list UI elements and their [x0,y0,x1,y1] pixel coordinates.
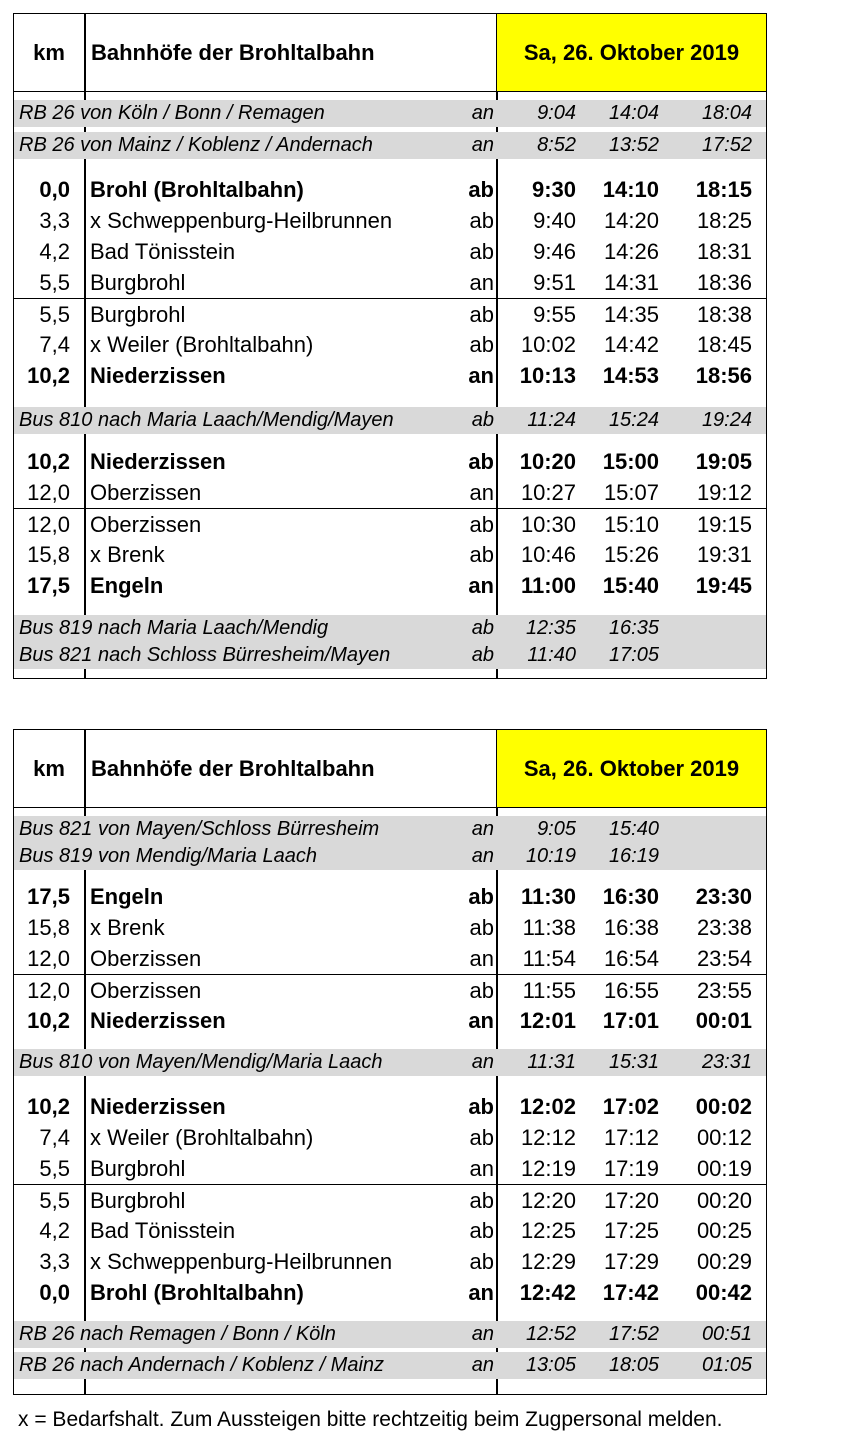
time-cell-1: 9:04 [537,102,576,124]
table-row [14,1153,766,1184]
time-cell-2: 18:05 [608,1354,659,1376]
direction-cell: an [471,1354,494,1376]
time-cell-2: 15:26 [603,542,659,567]
time-cell-1: 9:05 [537,818,576,840]
direction-cell: an [468,363,494,388]
time-cell-1: 12:25 [520,1218,576,1243]
time-cell-1: 11:31 [527,1051,576,1073]
footnote: x = Bedarfshalt. Zum Aussteigen bitte rechtzeitig beim Zugpersonal melden. [18,1408,723,1431]
direction-cell: ab [469,915,494,940]
station-cell: Bus 810 von Mayen/Mendig/Maria Laach [19,1051,383,1073]
station-cell: Brohl (Brohltalbahn) [90,177,304,202]
km-cell: 4,2 [39,239,70,264]
station-cell: Burgbrohl [90,1156,186,1181]
station-cell: Bad Tönisstein [90,239,236,264]
time-cell-3: 23:55 [696,978,752,1003]
time-cell-3: 00:51 [701,1323,752,1345]
km-cell: 5,5 [39,270,70,295]
time-cell-3: 00:02 [695,1094,752,1119]
direction-cell: ab [468,884,494,909]
direction-cell: ab [469,239,494,264]
time-cell-2: 16:30 [602,884,659,909]
time-cell-3: 19:24 [701,409,752,431]
time-cell-1: 10:02 [520,332,576,357]
station-cell: Niederzissen [90,1094,226,1119]
station-cell: x Brenk [90,915,165,940]
station-cell: RB 26 von Köln / Bonn / Remagen [19,102,325,124]
time-cell-1: 9:46 [533,239,576,264]
direction-cell: ab [471,617,494,639]
km-cell: 4,2 [39,1218,70,1243]
km-cell: 3,3 [39,208,70,233]
direction-cell: ab [471,409,494,431]
time-cell-2: 14:04 [608,102,659,124]
km-cell: 12,0 [27,946,70,971]
station-cell: Burgbrohl [90,1188,186,1213]
time-cell-2: 17:29 [603,1249,659,1274]
table-row [14,508,766,540]
header-km: km [33,40,65,65]
time-cell-1: 10:20 [519,449,576,474]
time-cell-1: 10:30 [520,512,576,537]
direction-cell: ab [471,644,494,666]
table-row [14,1091,766,1122]
direction-cell: an [468,1280,494,1305]
station-cell: x Weiler (Brohltalbahn) [90,1125,314,1150]
table-row [14,1215,766,1246]
km-cell: 5,5 [39,1188,70,1213]
time-cell-3: 18:38 [696,302,752,327]
time-cell-2: 14:31 [603,270,659,295]
time-cell-1: 12:35 [525,617,576,639]
table-row [14,912,766,943]
time-cell-3: 00:42 [695,1280,752,1305]
time-cell-1: 12:20 [520,1188,576,1213]
direction-cell: ab [468,1094,494,1119]
table-row [14,1122,766,1153]
table-row [14,360,766,391]
km-cell: 3,3 [39,1249,70,1274]
direction-cell: an [469,270,494,295]
time-cell-2: 14:42 [603,332,659,357]
time-cell-3: 00:29 [696,1249,752,1274]
direction-cell: ab [469,1188,494,1213]
station-cell: RB 26 nach Andernach / Koblenz / Mainz [19,1354,385,1376]
time-cell-3: 18:25 [696,208,752,233]
connection-row [14,615,766,642]
connection-row [14,843,766,870]
time-cell-2: 15:10 [603,512,659,537]
time-cell-2: 15:24 [608,409,659,431]
table-row [14,267,766,298]
km-cell: 17,5 [27,884,70,909]
km-cell: 10,2 [27,1008,70,1033]
time-cell-1: 9:40 [533,208,576,233]
direction-cell: an [469,1156,494,1181]
time-cell-3: 23:54 [696,946,752,971]
header-stations: Bahnhöfe der Brohltalbahn [91,40,375,65]
time-cell-2: 17:02 [602,1094,659,1119]
station-cell: x Schweppenburg-Heilbrunnen [90,208,393,233]
connection-row [14,407,766,434]
header-stations: Bahnhöfe der Brohltalbahn [91,756,375,781]
time-cell-1: 11:55 [522,978,576,1003]
time-cell-2: 15:31 [608,1051,659,1073]
direction-cell: an [471,102,494,124]
time-cell-2: 14:35 [603,302,659,327]
station-cell: Bus 819 von Mendig/Maria Laach [19,845,317,867]
direction-cell: an [468,573,494,598]
table-header [14,730,766,808]
header-date: Sa, 26. Oktober 2019 [497,730,766,807]
connection-row [14,1049,766,1076]
header-km: km [33,756,65,781]
km-cell: 12,0 [27,480,70,505]
time-cell-3: 00:01 [695,1008,752,1033]
time-cell-1: 10:46 [520,542,576,567]
station-cell: Bus 819 nach Maria Laach/Mendig [19,617,329,639]
km-cell: 15,8 [27,542,70,567]
time-cell-3: 23:30 [695,884,752,909]
time-cell-2: 17:05 [608,644,659,666]
time-cell-2: 15:40 [602,573,659,598]
direction-cell: ab [469,208,494,233]
time-cell-3: 00:19 [696,1156,752,1181]
direction-cell: ab [469,302,494,327]
header-date: Sa, 26. Oktober 2019 [497,14,766,91]
time-cell-1: 9:55 [533,302,576,327]
time-cell-2: 16:55 [603,978,659,1003]
time-cell-2: 16:54 [603,946,659,971]
direction-cell: an [471,134,494,156]
time-cell-2: 17:19 [603,1156,659,1181]
direction-cell: ab [469,1125,494,1150]
time-cell-2: 17:12 [603,1125,659,1150]
station-cell: x Weiler (Brohltalbahn) [90,332,314,357]
km-cell: 7,4 [39,1125,70,1150]
table-header [14,14,766,92]
station-cell: Niederzissen [90,449,226,474]
time-cell-2: 16:19 [608,845,659,867]
time-cell-2: 15:00 [602,449,659,474]
station-cell: RB 26 nach Remagen / Bonn / Köln [19,1323,336,1345]
time-cell-3: 19:15 [696,512,752,537]
time-cell-2: 17:20 [603,1188,659,1213]
time-cell-2: 16:35 [608,617,659,639]
time-cell-3: 19:45 [695,573,752,598]
station-cell: Oberzissen [90,480,202,505]
station-cell: x Schweppenburg-Heilbrunnen [90,1249,393,1274]
time-cell-1: 10:19 [525,845,576,867]
direction-cell: an [471,818,494,840]
direction-cell: an [471,1323,494,1345]
time-cell-3: 18:36 [696,270,752,295]
time-cell-2: 13:52 [608,134,659,156]
direction-cell: an [469,480,494,505]
km-cell: 15,8 [27,915,70,940]
time-cell-3: 00:20 [696,1188,752,1213]
time-cell-1: 13:05 [525,1354,576,1376]
time-cell-1: 8:52 [537,134,576,156]
time-cell-3: 18:31 [696,239,752,264]
time-cell-1: 10:27 [520,480,576,505]
direction-cell: an [468,1008,494,1033]
table-row [14,570,766,601]
station-cell: Engeln [90,884,164,909]
station-cell: Oberzissen [90,978,202,1003]
table-row [14,943,766,974]
station-cell: Brohl (Brohltalbahn) [90,1280,304,1305]
time-cell-3: 00:12 [696,1125,752,1150]
time-cell-1: 11:30 [520,884,576,909]
station-cell: Engeln [90,573,164,598]
connection-row [14,642,766,669]
station-cell: Oberzissen [90,946,202,971]
direction-cell: ab [469,332,494,357]
direction-cell: an [469,946,494,971]
direction-cell: ab [468,449,494,474]
table-row [14,1246,766,1277]
direction-cell: ab [469,512,494,537]
time-cell-2: 14:20 [603,208,659,233]
station-cell: Oberzissen [90,512,202,537]
direction-cell: an [471,845,494,867]
connection-row [14,132,766,159]
time-cell-3: 19:31 [696,542,752,567]
time-cell-2: 17:01 [602,1008,659,1033]
time-cell-3: 18:04 [701,102,752,124]
table-row [14,1005,766,1036]
table-row [14,1277,766,1308]
km-cell: 0,0 [39,1280,70,1305]
table-row [14,329,766,360]
km-cell: 5,5 [39,1156,70,1181]
time-cell-1: 11:24 [527,409,576,431]
km-cell: 12,0 [27,512,70,537]
time-cell-1: 12:01 [519,1008,576,1033]
time-cell-3: 19:12 [696,480,752,505]
table-row [14,236,766,267]
station-cell: Bad Tönisstein [90,1218,236,1243]
table-row [14,974,766,1006]
time-cell-1: 11:00 [520,573,576,598]
direction-cell: ab [469,1249,494,1274]
connection-row [14,1321,766,1348]
time-cell-2: 17:52 [608,1323,659,1345]
time-cell-2: 15:40 [608,818,659,840]
table-row [14,477,766,508]
time-cell-2: 15:07 [603,480,659,505]
time-cell-1: 12:29 [520,1249,576,1274]
connection-row [14,100,766,127]
station-cell: Bus 821 nach Schloss Bürresheim/Mayen [19,644,391,666]
time-cell-3: 19:05 [695,449,752,474]
time-cell-1: 9:51 [533,270,576,295]
time-cell-1: 10:13 [519,363,576,388]
station-cell: Burgbrohl [90,302,186,327]
table-row [14,1184,766,1216]
time-cell-1: 12:19 [520,1156,576,1181]
connection-row [14,1352,766,1379]
direction-cell: ab [469,542,494,567]
time-cell-2: 17:25 [603,1218,659,1243]
time-cell-3: 18:45 [696,332,752,357]
time-cell-1: 12:52 [525,1323,576,1345]
km-cell: 7,4 [39,332,70,357]
time-cell-3: 23:38 [696,915,752,940]
direction-cell: an [471,1051,494,1073]
table-row [14,446,766,477]
timetable-outbound [13,13,767,679]
time-cell-3: 17:52 [701,134,752,156]
km-cell: 0,0 [39,177,70,202]
table-row [14,174,766,205]
km-cell: 12,0 [27,978,70,1003]
table-row [14,205,766,236]
time-cell-2: 14:53 [602,363,659,388]
table-row [14,881,766,912]
station-cell: RB 26 von Mainz / Koblenz / Andernach [19,134,373,156]
table-row [14,539,766,570]
direction-cell: ab [468,177,494,202]
direction-cell: ab [469,1218,494,1243]
station-cell: Niederzissen [90,1008,226,1033]
time-cell-3: 18:56 [695,363,752,388]
time-cell-3: 23:31 [701,1051,752,1073]
table-row [14,298,766,330]
station-cell: Niederzissen [90,363,226,388]
km-cell: 10,2 [27,1094,70,1119]
time-cell-1: 12:02 [519,1094,576,1119]
station-cell: x Brenk [90,542,165,567]
km-cell: 17,5 [27,573,70,598]
time-cell-2: 14:26 [603,239,659,264]
time-cell-2: 16:38 [603,915,659,940]
time-cell-2: 14:10 [602,177,659,202]
time-cell-3: 00:25 [696,1218,752,1243]
time-cell-3: 18:15 [695,177,752,202]
time-cell-3: 01:05 [701,1354,752,1376]
time-cell-1: 11:40 [527,644,576,666]
station-cell: Bus 821 von Mayen/Schloss Bürresheim [19,818,380,840]
connection-row [14,816,766,843]
time-cell-2: 17:42 [602,1280,659,1305]
time-cell-1: 9:30 [531,177,576,202]
km-cell: 5,5 [39,302,70,327]
direction-cell: ab [469,978,494,1003]
timetable-return [13,729,767,1395]
time-cell-1: 11:38 [522,915,576,940]
km-cell: 10,2 [27,363,70,388]
km-cell: 10,2 [27,449,70,474]
time-cell-1: 12:12 [520,1125,576,1150]
time-cell-1: 12:42 [519,1280,576,1305]
time-cell-1: 11:54 [522,946,576,971]
station-cell: Bus 810 nach Maria Laach/Mendig/Mayen [19,409,394,431]
station-cell: Burgbrohl [90,270,186,295]
